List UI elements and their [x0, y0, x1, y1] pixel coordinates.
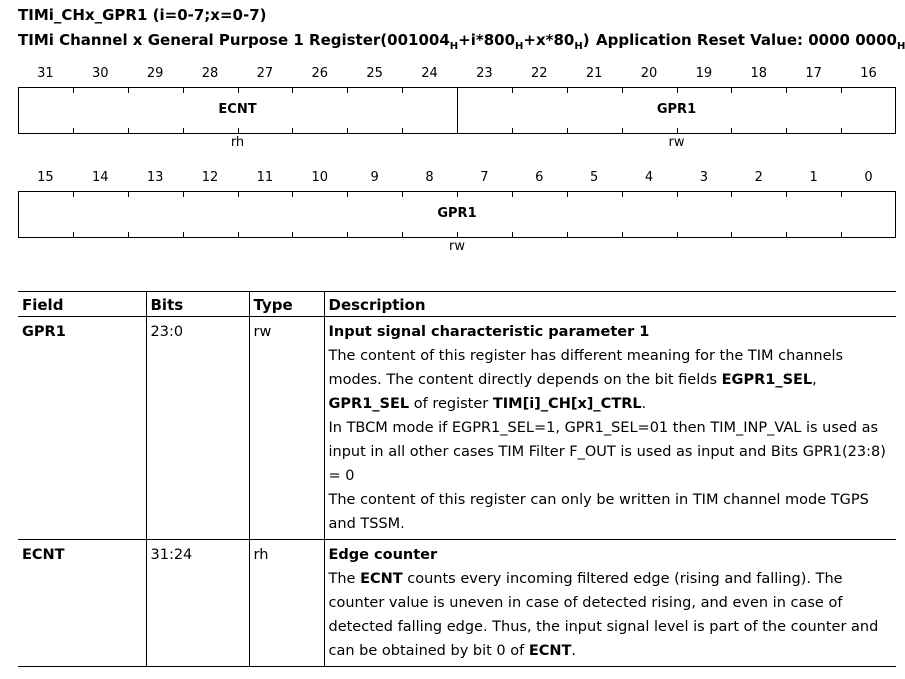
- bit-tick: [841, 191, 842, 197]
- bit-tick: [731, 232, 732, 238]
- bit-tick: [677, 128, 678, 134]
- bit-number: 27: [256, 66, 274, 81]
- bit-number: 29: [146, 66, 164, 81]
- bit-number: 24: [421, 66, 438, 81]
- bit-number: 1: [809, 170, 818, 185]
- bit-tick: [183, 128, 184, 134]
- bit-number: 11: [256, 170, 274, 185]
- row-description: [324, 540, 896, 667]
- bit-tick: [73, 191, 74, 197]
- bit-tick: [183, 87, 184, 93]
- bit-tick: [183, 191, 184, 197]
- row-bits: 31:24: [146, 540, 249, 667]
- row-field: GPR1: [18, 317, 146, 540]
- bit-tick: [292, 128, 293, 134]
- row-type: rw: [249, 317, 324, 540]
- row-type: rh: [249, 540, 324, 667]
- bit-number: 31: [37, 66, 54, 81]
- bit-number: 7: [480, 170, 489, 185]
- bit-number: 17: [805, 66, 822, 81]
- bit-tick: [567, 87, 568, 93]
- bit-tick: [402, 128, 403, 134]
- bit-number: 12: [201, 170, 219, 185]
- bit-tick: [128, 87, 129, 93]
- bit-number: 22: [531, 66, 548, 81]
- bit-tick: [567, 128, 568, 134]
- bit-tick: [347, 87, 348, 93]
- bit-tick: [238, 87, 239, 93]
- bit-tick: [183, 232, 184, 238]
- bit-number: 8: [425, 170, 434, 185]
- bit-number: 18: [750, 66, 768, 81]
- bit-tick: [841, 87, 842, 93]
- reset-value: Application Reset Value: 0000 $0000_H$: [596, 31, 905, 52]
- bit-tick: [512, 191, 513, 197]
- header-type: Type: [249, 292, 324, 317]
- description-paragraph: In TBCM mode if EGPR1_SEL=1, GPR1_SEL=01 then TIM_INP_VAL is used as input in all other cases TIM Filter F_OUT is used as input and Bits GPR1(23:8) = 0: [328, 420, 886, 484]
- bit-tick: [292, 232, 293, 238]
- table-header-row: [18, 292, 896, 317]
- description-paragraph: The content of this register can only be written in TIM channel mode TGPS and TSSM.: [328, 492, 869, 532]
- bit-number: 6: [535, 170, 544, 185]
- bit-tick: [73, 128, 74, 134]
- bit-number: 14: [92, 170, 109, 185]
- bit-number: 23: [476, 66, 493, 81]
- bit-tick: [567, 191, 568, 197]
- bit-tick: [622, 128, 623, 134]
- header-bits: Bits: [146, 292, 249, 317]
- bit-tick: [786, 87, 787, 93]
- description-paragraph: The ECNT counts every incoming filtered edge (rising and falling). The counter value is uneven in case of detected rising, and even in case of detected falling edge. Thus, the input signal level is part of the counter and can be obtained by bit 0 of ECNT.: [328, 571, 879, 659]
- field-label-gpr1-lower: GPR1: [437, 206, 477, 221]
- bit-number: 10: [311, 170, 329, 185]
- bit-tick: [786, 232, 787, 238]
- bit-tick: [347, 191, 348, 197]
- description-title: Input signal characteristic parameter 1: [328, 324, 650, 340]
- bit-number: 2: [754, 170, 763, 185]
- bit-tick: [73, 232, 74, 238]
- row-field: ECNT: [18, 540, 146, 667]
- bit-tick: [457, 191, 458, 197]
- bit-number: 20: [640, 66, 658, 81]
- bit-tick: [238, 232, 239, 238]
- bit-tick: [622, 191, 623, 197]
- bit-tick: [402, 232, 403, 238]
- bit-tick: [786, 128, 787, 134]
- bit-number: 3: [699, 170, 709, 185]
- row-description: [324, 317, 896, 540]
- bit-tick: [238, 128, 239, 134]
- access-ecnt: rh: [230, 135, 245, 150]
- bit-tick: [402, 191, 403, 197]
- bit-tick: [73, 87, 74, 93]
- bit-tick: [347, 232, 348, 238]
- bit-tick: [512, 128, 513, 134]
- bit-number: 15: [37, 170, 54, 185]
- bit-tick: [786, 191, 787, 197]
- bit-tick: [567, 232, 568, 238]
- field-label-ecnt: ECNT: [218, 102, 257, 117]
- bit-number: 28: [201, 66, 219, 81]
- bit-tick: [731, 128, 732, 134]
- bit-tick: [677, 191, 678, 197]
- bit-number: 5: [590, 170, 599, 185]
- table-row: [18, 317, 896, 540]
- bit-tick: [128, 191, 129, 197]
- bit-tick: [128, 128, 129, 134]
- bit-number: 13: [146, 170, 164, 185]
- bit-tick: [128, 232, 129, 238]
- description-title: Edge counter: [328, 547, 438, 563]
- description-paragraph: The content of this register has different meaning for the TIM channels modes. The content directly depends on the bit fields EGPR1_SEL, GPR1_SEL of register TIM[i]_CH[x]_CTRL.: [328, 348, 844, 412]
- bit-tick: [731, 191, 732, 197]
- bit-number: 19: [695, 66, 713, 81]
- bit-tick: [292, 87, 293, 93]
- bit-tick: [731, 87, 732, 93]
- row-bits: 23:0: [146, 317, 249, 540]
- bit-tick: [457, 232, 458, 238]
- bit-number: 26: [311, 66, 329, 81]
- bit-tick: [512, 232, 513, 238]
- access-gpr1-lower: rw: [449, 239, 465, 254]
- header-description: Description: [324, 292, 896, 317]
- bit-number: 25: [366, 66, 383, 81]
- bit-tick: [841, 128, 842, 134]
- bit-tick: [292, 191, 293, 197]
- field-label-gpr1-upper: GPR1: [656, 102, 697, 117]
- bit-tick: [402, 87, 403, 93]
- bit-tick: [457, 128, 458, 134]
- bit-tick: [512, 87, 513, 93]
- field-description-table: [18, 291, 896, 667]
- bit-tick: [841, 232, 842, 238]
- bit-number: 9: [370, 170, 379, 185]
- bit-number: 4: [644, 170, 654, 185]
- register-long-name: TIMi Channel x General Purpose 1 $Register(001004_H+i*800_H+x*80_H)$: [18, 31, 590, 52]
- bit-tick: [457, 87, 458, 93]
- header-field: Field: [18, 292, 146, 317]
- bit-number: 30: [92, 66, 109, 81]
- bit-tick: [238, 191, 239, 197]
- bit-number: 0: [864, 170, 873, 185]
- access-gpr1-upper: rw: [668, 135, 685, 150]
- bit-number: 16: [860, 66, 877, 81]
- bit-tick: [622, 232, 623, 238]
- register-short-name: TIMi_CHx_GPR1 (i=0-7;x=0-7): [18, 6, 267, 24]
- bit-number: 21: [585, 66, 603, 81]
- table-row: [18, 540, 896, 667]
- bit-tick: [347, 128, 348, 134]
- bit-tick: [677, 87, 678, 93]
- bit-tick: [677, 232, 678, 238]
- bit-tick: [622, 87, 623, 93]
